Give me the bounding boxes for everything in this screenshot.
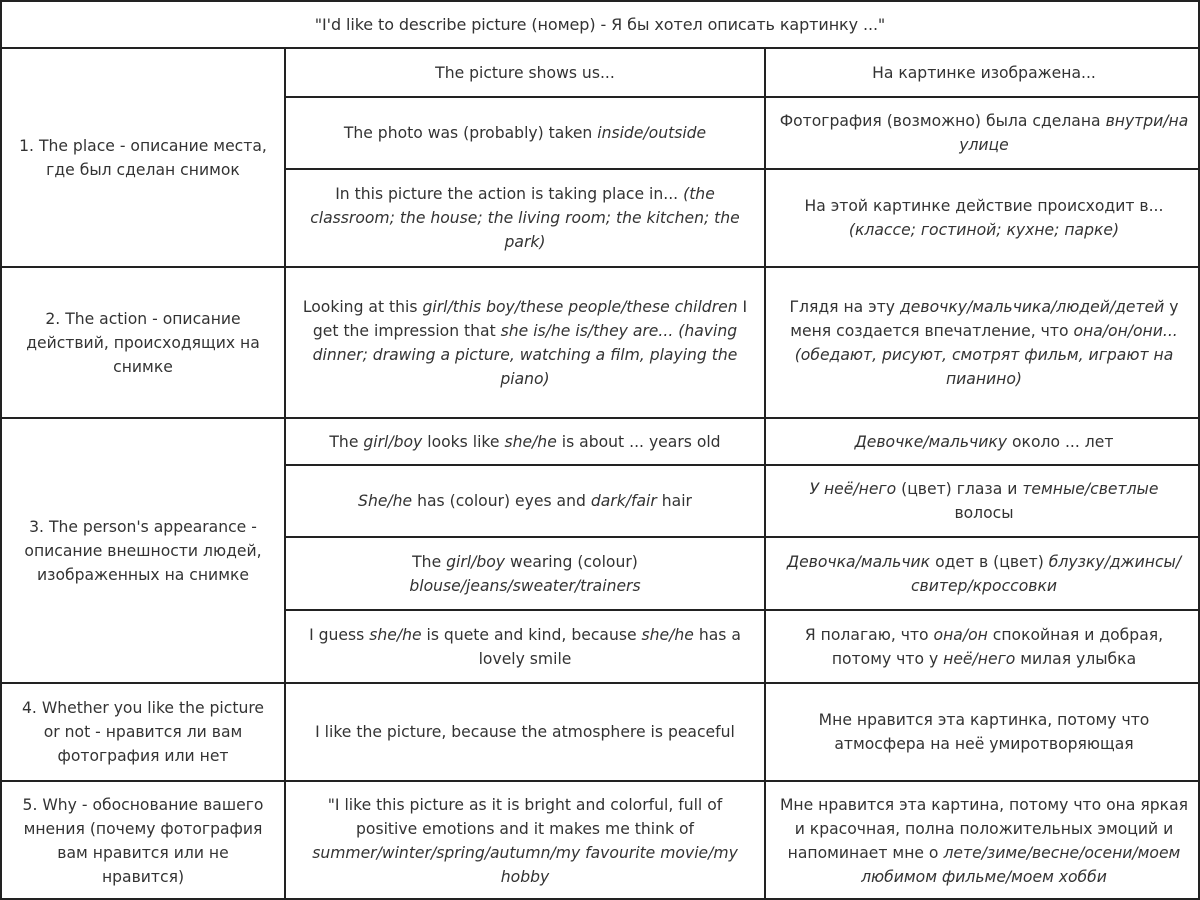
phrase-part: Мне нравится эта картина, потому что она яркая и красочная, полна положительных эмоций и напоминает мне о <box>779 796 1189 862</box>
english-phrase <box>284 536 764 609</box>
russian-phrase <box>764 536 1200 609</box>
phrase-part: The <box>329 432 364 451</box>
phrase-part: Я полагаю, что <box>804 625 934 644</box>
italic-phrase-part: девочку/мальчика/людей/детей <box>900 297 1165 316</box>
english-phrase <box>284 168 764 266</box>
russian-phrase <box>764 96 1200 168</box>
russian-phrase <box>764 47 1200 96</box>
italic-phrase-part: inside/outside <box>597 124 707 142</box>
english-phrase <box>284 417 764 464</box>
italic-phrase-part: girl/boy <box>446 552 506 571</box>
russian-phrase <box>764 417 1200 464</box>
english-phrase <box>284 780 764 900</box>
italic-phrase-part: she/he <box>641 625 694 644</box>
english-phrase <box>284 682 764 780</box>
phrase-part: одет в (цвет) <box>930 552 1049 571</box>
phrase-part: I like the picture, because the atmosphere is peaceful <box>315 723 735 741</box>
phrase-part: На картинке изображена... <box>872 63 1096 82</box>
section-label-action: 2. The action - описание действий, происходящих на снимке <box>2 266 284 417</box>
phrase-part: I guess <box>309 625 370 644</box>
italic-phrase-part: summer/winter/spring/autumn/my favourite movie/my hobby <box>312 844 738 886</box>
russian-phrase <box>764 609 1200 682</box>
table-title: "I'd like to describe picture (номер) - Я бы хотел описать картинку ..." <box>0 0 1200 49</box>
italic-phrase-part: she/he <box>369 625 422 644</box>
section-label-why: 5. Why - обоснование вашего мнения (почему фотография вам нравится или не нравится) <box>2 780 284 900</box>
phrase-part: The photo was (probably) taken <box>343 124 598 142</box>
phrase-part: has (colour) eyes and <box>412 492 591 510</box>
italic-phrase-part: темные/светлые <box>1022 480 1159 498</box>
english-phrase <box>284 266 764 417</box>
phrase-part: wearing (colour) <box>505 552 638 571</box>
english-phrase <box>284 96 764 168</box>
phrase-part: looks like <box>422 432 505 451</box>
italic-phrase-part: неё/него <box>943 649 1016 668</box>
italic-phrase-part: girl/this boy/these people/these children <box>422 297 738 316</box>
phrase-part: "I like this picture as it is bright and colorful, full of positive emotions and it makes me think of <box>327 796 723 838</box>
section-label-appearance: 3. The person's appearance - описание внешности людей, изображенных на снимке <box>2 417 284 682</box>
italic-phrase-part: She/he <box>358 492 413 510</box>
italic-phrase-part: (классе; гостиной; кухне; парке) <box>848 221 1120 239</box>
phrase-part: спокойная и добрая, потому что у <box>831 625 1164 668</box>
phrase-table <box>0 47 1200 900</box>
russian-phrase <box>764 168 1200 266</box>
phrase-part: На этой картинке действие происходит в... <box>804 197 1164 215</box>
italic-phrase-part: Девочке/мальчику <box>854 432 1008 451</box>
russian-phrase <box>764 682 1200 780</box>
english-phrase <box>284 47 764 96</box>
phrase-part: The picture shows us... <box>435 63 615 82</box>
english-phrase <box>284 464 764 536</box>
russian-phrase <box>764 266 1200 417</box>
phrase-part: (цвет) глаза и <box>896 480 1023 498</box>
italic-phrase-part: blouse/jeans/sweater/trainers <box>409 576 641 595</box>
italic-phrase-part: она/он/они... (обедают, рисуют, смотрят фильм, играют на пианино) <box>794 321 1178 388</box>
italic-phrase-part: У неё/него <box>809 480 897 498</box>
english-phrase <box>284 609 764 682</box>
phrase-part: In this picture the action is taking place in... <box>335 185 684 203</box>
section-label-opinion: 4. Whether you like the picture or not - нравится ли вам фотография или нет <box>2 682 284 780</box>
italic-phrase-part: она/он <box>933 625 988 644</box>
phrase-part: Мне нравится эта картинка, потому что атмосфера на неё умиротворяющая <box>818 711 1150 753</box>
phrase-part: The <box>412 552 447 571</box>
phrase-part: Looking at this <box>302 297 423 316</box>
phrase-part: Глядя на эту <box>789 297 900 316</box>
italic-phrase-part: лете/зиме/весне/осени/моем любимом фильме/моем хобби <box>861 844 1181 886</box>
italic-phrase-part: Девочка/мальчик <box>786 552 931 571</box>
italic-phrase-part: dark/fair <box>590 492 657 510</box>
phrase-part: у меня создается впечатление, что <box>790 297 1179 340</box>
phrase-part: is about ... years old <box>556 432 721 451</box>
phrase-part: около ... лет <box>1007 432 1114 451</box>
phrase-part: I get the impression that <box>312 297 748 340</box>
phrase-part: is quete and kind, because <box>421 625 642 644</box>
phrase-part: волосы <box>954 504 1014 522</box>
phrase-part: Фотография (возможно) была сделана <box>779 112 1106 130</box>
phrase-part: hair <box>656 492 692 510</box>
italic-phrase-part: (the classroom; the house; the living room; the kitchen; the park) <box>310 185 740 251</box>
italic-phrase-part: блузку/джинсы/свитер/кроссовки <box>910 552 1182 595</box>
italic-phrase-part: girl/boy <box>363 432 423 451</box>
russian-phrase <box>764 780 1200 900</box>
phrase-part: has a lovely smile <box>478 625 741 668</box>
italic-phrase-part: she/he <box>504 432 557 451</box>
italic-phrase-part: she is/he is/they are... (having dinner; drawing a picture, watching a film, playing the piano) <box>312 321 738 388</box>
russian-phrase <box>764 464 1200 536</box>
phrase-part: милая улыбка <box>1015 649 1137 668</box>
italic-phrase-part: внутри/на улице <box>959 112 1189 154</box>
section-label-place: 1. The place - описание места, где был сделан снимок <box>2 47 284 266</box>
